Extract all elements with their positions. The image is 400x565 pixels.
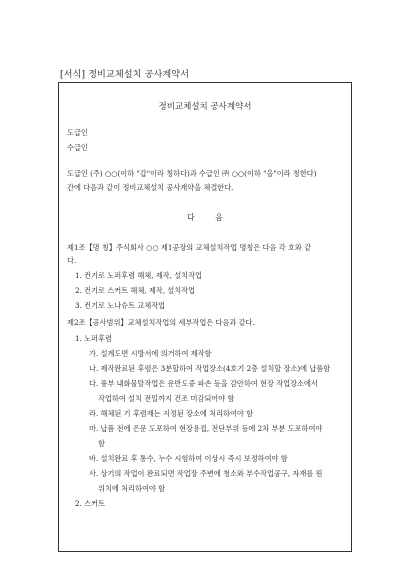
article-1-item: 2. 컨기로 스커트 해체, 제작, 설치작업 xyxy=(75,286,196,295)
document-title: 정비교체설치 공사계약서 xyxy=(158,102,252,112)
article-2-sub-2: 2. 스커트 xyxy=(75,499,105,508)
form-label: [서식] 정비교체설치 공사계약서 xyxy=(60,70,190,80)
intro-line-1: 도급인 (주) ○○(이하 "갑"이라 칭하다)과 수급인 ㈜ ○○(이하 "을"이라 칭한다) xyxy=(67,169,317,178)
article-2-item: 라. 해체된 기 후렴재는 지정된 장소에 처리하여야 함 xyxy=(89,409,254,418)
article-1-item: 3. 컨기로 노나슈트 교체작업 xyxy=(75,301,166,310)
article-2-item: 바. 설치완료 후 통수, 누수 시험하여 이상시 즉시 보정하여야 함 xyxy=(89,454,288,463)
article-2-item: 나. 제작완료된 후렴은 3분할하여 작업장소(4호기 2층 설치할 장소)에 납품함 xyxy=(89,364,331,373)
article-1-line-2: 다. xyxy=(67,256,77,265)
article-1-line-1: 제1조【명 칭】주식회사 ○○ 제1공장의 교체설치작업 명칭은 다음 각 호와 같 xyxy=(67,243,312,252)
article-2-item: 다. 풍부 내화물탈작업은 운반도중 파손 등을 감안하여 현장 작업장소에서 xyxy=(89,379,318,388)
intro-line-2: 간에 다음과 같이 정비교체설치 공사계약을 체결한다. xyxy=(67,183,234,192)
article-2-item-continued: 함 xyxy=(98,439,105,448)
contract-document xyxy=(58,82,352,552)
article-2-item-continued: 위치에 처리하여야 함 xyxy=(98,484,166,493)
contractor-label: 도급인 xyxy=(67,128,88,137)
article-2-item: 가. 설계도면 시방서에 의거하여 제작함 xyxy=(89,349,212,358)
contractee-label: 수급인 xyxy=(67,143,88,152)
article-2-item-continued: 작업하여 설치 전일까지 건조 미감되어야 함 xyxy=(98,394,235,403)
article-2-item: 마. 납품 전에 은문 도포하여 현장용접, 전단부위 등에 2차 부분 도포하여야 xyxy=(89,424,323,433)
article-2-item: 사. 상기의 작업이 완료되면 작업장 주변에 청소와 부수작업공구, 자재를 원 xyxy=(89,469,323,478)
article-1-item: 1. 컨기로 노퍼후렴 해체, 제작, 설치작업 xyxy=(75,271,202,280)
section-heading: 다 음 xyxy=(187,213,223,222)
article-2-sub-1: 1. 노퍼후렴 xyxy=(75,334,112,343)
article-2-heading: 제2조【공사범위】교체설치작업의 세부작업은 다음과 같다. xyxy=(67,318,255,327)
